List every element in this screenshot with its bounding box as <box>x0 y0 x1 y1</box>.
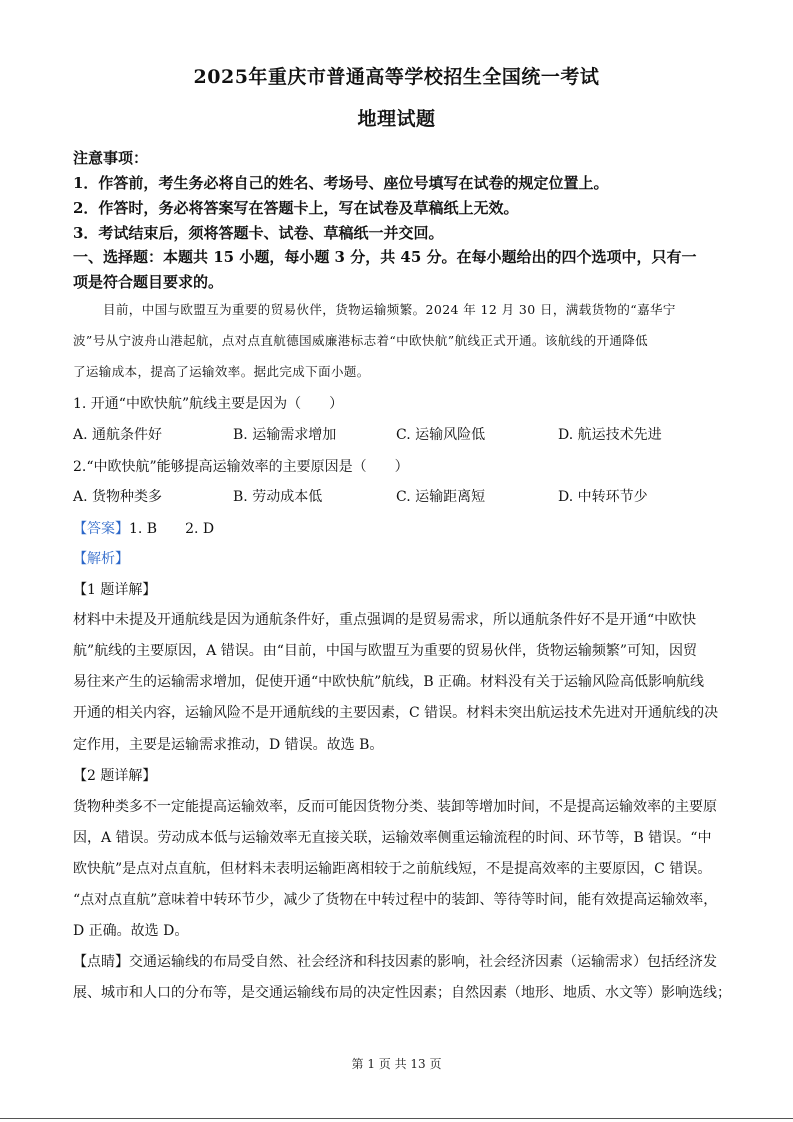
q2-analysis-line-5: D 正确。故选 D。 <box>73 923 189 939</box>
analysis-label: 【解析】 <box>73 551 129 567</box>
material-line-1: 目前，中国与欧盟互为重要的贸易伙伴，货物运输频繁。2024 年 12 月 30 日，满载货物的“嘉华宁 <box>103 302 676 317</box>
notes-item-1: 1．作答前，考生务必将自己的姓名、考场号、座位号填写在试卷的规定位置上。 <box>73 174 609 192</box>
answer-text: 1. B 2. D <box>129 521 215 537</box>
notes-heading: 注意事项： <box>73 149 149 167</box>
question-1-option-d: D. 航运技术先进 <box>558 427 662 443</box>
question-1-option-a: A. 通航条件好 <box>73 427 163 443</box>
question-1-option-b: B. 运输需求增加 <box>233 427 337 443</box>
question-1-stem: 1. 开通“中欧快航”航线主要是因为（ ） <box>73 396 344 412</box>
section-heading-line-2: 项是符合题目要求的。 <box>73 273 224 291</box>
page-number: 第 1 页 共 13 页 <box>351 1057 442 1071</box>
q1-analysis-heading: 【1 题详解】 <box>73 582 157 598</box>
tip-line-1 <box>73 951 723 971</box>
q2-analysis-line-1: 货物种类多不一定能提高运输效率，反而可能因货物分类、装卸等增加时间，不是提高运输效率的主要原 <box>73 799 717 815</box>
q2-analysis-line-4: “点对点直航”意味着中转环节少，减少了货物在中转过程中的装卸、等待等时间，能有效提高运输效率， <box>73 892 718 908</box>
section-heading-line-1: 一、选择题：本题共 15 小题，每小题 3 分，共 45 分。在每小题给出的四个选项中，只有一 <box>73 248 697 266</box>
q2-analysis-line-2: 因，A 错误。劳动成本低与运输效率无直接关联，运输效率侧重运输流程的时间、环节等，B 错误。“中 <box>73 830 712 846</box>
question-2-option-b: B. 劳动成本低 <box>233 489 323 505</box>
tip-label: 【点睛】 <box>73 954 129 970</box>
q1-analysis-line-1: 材料中未提及开通航线是因为通航条件好，重点强调的是贸易需求，所以通航条件好不是开通“中欧快 <box>73 612 697 628</box>
q1-analysis-line-3: 易往来产生的运输需求增加，促使开通“中欧快航”航线，B 正确。材料没有关于运输风险高低影响航线 <box>73 674 705 690</box>
question-2-option-c: C. 运输距离短 <box>396 489 486 505</box>
subject-title: 地理试题 <box>357 108 436 130</box>
question-1-option-c: C. 运输风险低 <box>396 427 486 443</box>
question-2-option-a: A. 货物种类多 <box>73 489 163 505</box>
question-2-option-d: D. 中转环节少 <box>558 489 648 505</box>
notes-item-3: 3．考试结束后，须将答题卡、试卷、草稿纸一并交回。 <box>73 224 444 242</box>
q2-analysis-heading: 【2 题详解】 <box>73 768 157 784</box>
exam-title: 2025年重庆市普通高等学校招生全国统一考试 <box>193 66 600 88</box>
q1-analysis-line-2: 航”航线的主要原因，A 错误。由“目前，中国与欧盟互为重要的贸易伙伴，货物运输频繁”可知，因贸 <box>73 643 698 659</box>
tip-line-2: 展、城市和人口的分布等，是交通运输线布局的决定性因素；自然因素（地形、地质、水文等）影响选线； <box>73 985 731 1001</box>
notes-item-2: 2．作答时，务必将答案写在答题卡上，写在试卷及草稿纸上无效。 <box>73 199 519 217</box>
question-2-stem: 2.“中欧快航”能够提高运输效率的主要原因是（ ） <box>73 459 409 475</box>
q1-analysis-line-5: 定作用，主要是运输需求推动，D 错误。故选 B。 <box>73 737 384 753</box>
answer-line <box>73 518 723 538</box>
tip-text-1: 交通运输线的布局受自然、社会经济和科技因素的影响，社会经济因素（运输需求）包括经济发 <box>129 954 717 970</box>
material-line-3: 了运输成本，提高了运输效率。据此完成下面小题。 <box>73 364 370 379</box>
answer-label: 【答案】 <box>73 521 129 537</box>
bottom-divider <box>0 1118 793 1119</box>
q2-analysis-line-3: 欧快航”是点对点直航，但材料未表明运输距离相较于之前航线短，不是提高效率的主要原因，C 错误。 <box>73 861 712 877</box>
q1-analysis-line-4: 开通的相关内容，运输风险不是开通航线的主要因素，C 错误。材料未突出航运技术先进对开通航线的决 <box>73 705 719 721</box>
material-line-2: 波”号从宁波舟山港起航，点对点直航德国威廉港标志着“中欧快航”航线正式开通。该航线的开通降低 <box>73 333 649 348</box>
